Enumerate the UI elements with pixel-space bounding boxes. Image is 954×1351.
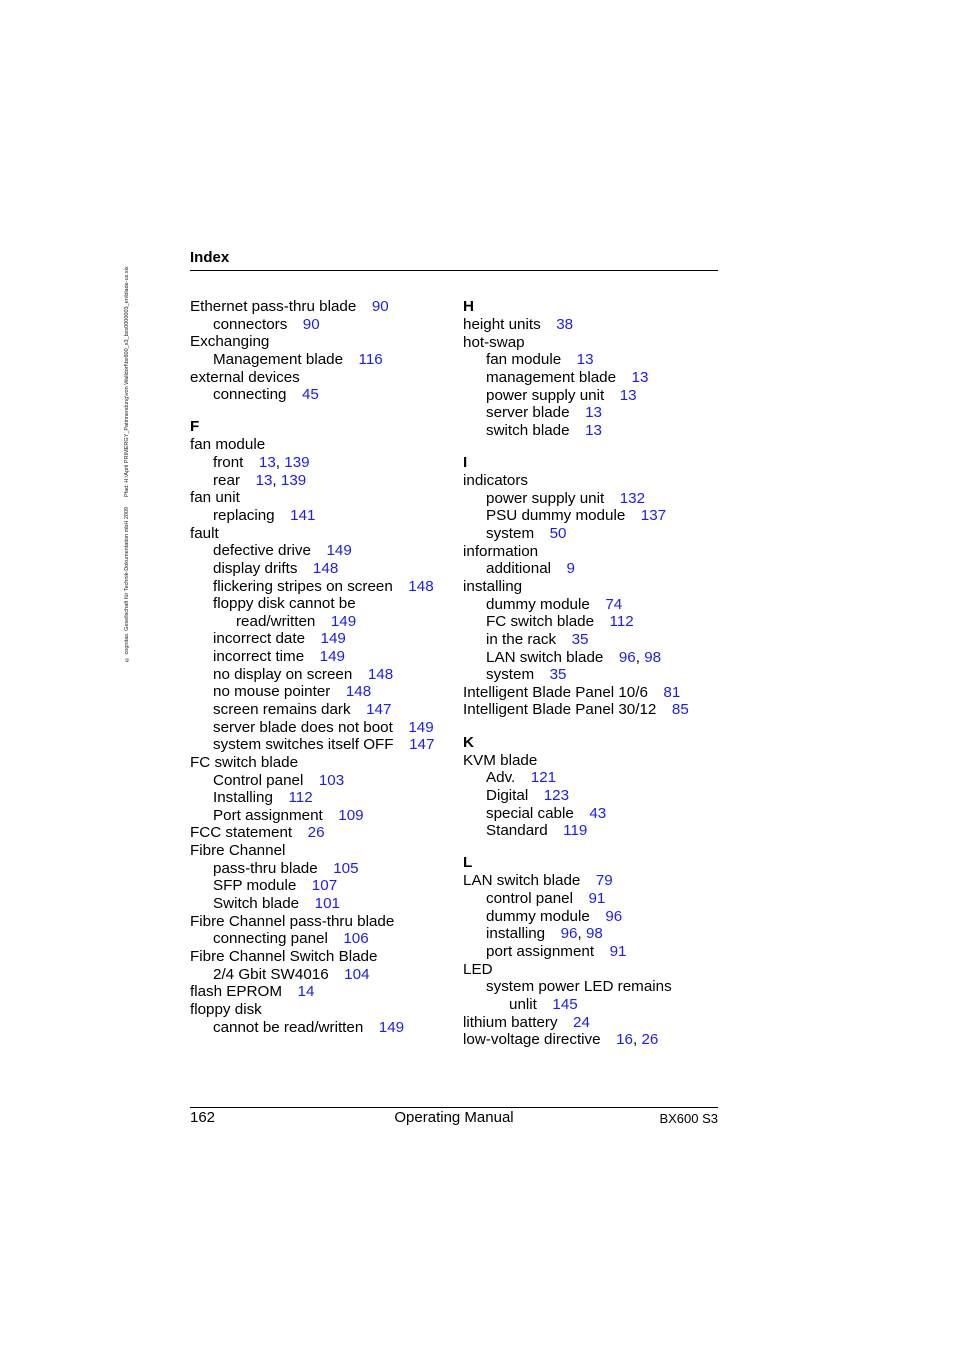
index-entry-text: Fibre Channel Switch Blade xyxy=(190,947,378,965)
letter-heading: H xyxy=(463,298,474,315)
page-references xyxy=(315,895,340,912)
page-references xyxy=(605,908,622,925)
page-references xyxy=(379,1019,404,1036)
index-entry xyxy=(463,996,718,1014)
page-references xyxy=(409,736,434,753)
index-entry-text: LAN switch blade xyxy=(463,872,581,890)
index-entry xyxy=(463,890,718,908)
page-link[interactable]: 43 xyxy=(589,804,607,822)
index-entry-text: fan unit xyxy=(190,489,240,507)
index-entry xyxy=(190,472,440,490)
page-link[interactable]: 145 xyxy=(552,995,578,1013)
index-entry xyxy=(463,805,718,823)
index-entry-text: Ethernet pass-thru blade xyxy=(190,298,357,315)
side-note-path: Pfad: H:\April PRIMERGY_Patinnendung\von Walldorf\bx600_s3_bxs0000003_en\blade-us.six xyxy=(124,266,130,497)
page-link[interactable]: 13 xyxy=(258,454,276,472)
index-entry xyxy=(190,754,440,772)
page-link[interactable]: 148 xyxy=(345,683,372,701)
index-entry xyxy=(463,1014,718,1032)
page-references xyxy=(313,560,338,577)
page-link[interactable]: 90 xyxy=(302,315,320,333)
index-entry xyxy=(190,542,440,560)
index-entry xyxy=(190,1019,440,1037)
page-link[interactable]: 16 xyxy=(616,1031,633,1049)
index-entry xyxy=(190,613,440,631)
index-entry-text: Fibre Channel xyxy=(190,842,286,860)
index-entry xyxy=(190,489,440,507)
index-entry xyxy=(190,930,440,948)
index-entry xyxy=(463,666,718,684)
page-link[interactable]: 96 xyxy=(605,907,623,925)
page-link[interactable]: 107 xyxy=(311,877,338,895)
index-entry-text: unlit xyxy=(509,995,537,1013)
index-entry-text: system xyxy=(486,666,535,684)
index-entry-text: no display on screen xyxy=(213,665,353,683)
page-references xyxy=(308,824,325,841)
footer-rule xyxy=(190,1107,718,1108)
index-entry-text: hot-swap xyxy=(463,333,525,351)
page-link[interactable]: 116 xyxy=(358,350,383,368)
page-references xyxy=(259,454,310,471)
index-entry xyxy=(463,961,718,979)
page-link[interactable]: 14 xyxy=(297,983,315,1001)
page-references xyxy=(552,996,577,1013)
page-link[interactable]: 132 xyxy=(619,489,646,507)
page-references xyxy=(672,701,689,718)
index-entry-text: display drifts xyxy=(213,559,298,577)
page-link[interactable]: 38 xyxy=(556,316,574,334)
index-entry-text: replacing xyxy=(213,506,275,524)
page-references xyxy=(288,789,312,806)
index-entry-text: information xyxy=(463,542,539,560)
page-references xyxy=(346,683,371,700)
index-entry xyxy=(463,631,718,649)
index-entry-text: Fibre Channel pass-thru blade xyxy=(190,912,395,930)
page-link[interactable]: 13 xyxy=(585,421,602,439)
page-references xyxy=(408,578,433,595)
index-entry-text: Installing xyxy=(213,789,273,807)
index-entry-text: switch blade xyxy=(486,421,570,439)
index-entry-text: pass-thru blade xyxy=(213,859,318,877)
page-references xyxy=(561,925,603,942)
index-entry-text: FC switch blade xyxy=(190,753,299,771)
page-link[interactable]: 149 xyxy=(319,648,345,666)
index-entry-text: control panel xyxy=(486,890,573,908)
letter-heading: F xyxy=(190,418,200,436)
index-entry-text: system xyxy=(486,525,535,543)
index-entry-text: height units xyxy=(463,316,541,334)
index-entry xyxy=(190,983,440,1001)
page-link[interactable]: 13 xyxy=(631,369,649,387)
index-entry xyxy=(190,333,440,351)
index-entry xyxy=(190,525,440,543)
letter-heading: L xyxy=(463,854,473,872)
page-link[interactable]: 26 xyxy=(307,824,325,842)
header-rule xyxy=(190,270,718,271)
page-link[interactable]: 148 xyxy=(312,559,339,577)
page-references xyxy=(338,807,363,824)
page-separator: , xyxy=(275,454,285,472)
index-entry-text: Control panel xyxy=(213,771,304,789)
index-entry-text: LAN switch blade xyxy=(486,648,604,666)
index-entry xyxy=(190,719,440,737)
index-entry xyxy=(463,701,718,719)
index-entry xyxy=(190,298,440,316)
page-link[interactable]: 74 xyxy=(605,595,623,613)
page-link[interactable]: 112 xyxy=(609,613,634,631)
index-entry xyxy=(463,543,718,561)
index-entry xyxy=(190,966,440,984)
index-entry xyxy=(190,666,440,684)
letter-heading: K xyxy=(463,733,474,751)
index-entry xyxy=(190,948,440,966)
page-link[interactable]: 79 xyxy=(595,872,613,890)
index-entry-text: screen remains dark xyxy=(213,700,351,718)
index-entry-text: additional xyxy=(486,560,552,578)
index-entry xyxy=(190,507,440,525)
index-entry-text: fan module xyxy=(190,436,266,454)
index-entry-text: installing xyxy=(486,925,546,943)
page-references xyxy=(312,877,337,894)
page-link[interactable]: 13 xyxy=(255,471,273,489)
index-entry-text: incorrect time xyxy=(213,648,305,666)
page-link[interactable]: 106 xyxy=(343,930,369,948)
page-link[interactable]: 85 xyxy=(671,701,689,719)
page-separator: , xyxy=(272,471,281,489)
index-entry xyxy=(463,560,718,578)
page-link[interactable]: 45 xyxy=(301,386,319,404)
index-entry-text: Standard xyxy=(486,822,548,840)
page-link[interactable]: 137 xyxy=(640,507,667,525)
page-title: Index xyxy=(190,249,230,266)
page-references xyxy=(331,613,356,630)
page-link[interactable]: 91 xyxy=(588,890,606,908)
page-references xyxy=(544,787,569,804)
page-link[interactable]: 149 xyxy=(378,1018,405,1036)
index-entry xyxy=(190,630,440,648)
index-entry xyxy=(463,472,718,490)
page-references xyxy=(641,507,666,524)
index-entry xyxy=(190,877,440,895)
index-entry xyxy=(463,404,718,422)
index-entry xyxy=(190,701,440,719)
index-entry-text: fault xyxy=(190,524,219,542)
page-references xyxy=(321,630,346,647)
page-references xyxy=(616,1031,658,1048)
page-references xyxy=(326,542,351,559)
index-entry-text: external devices xyxy=(190,368,300,386)
page-link[interactable]: 98 xyxy=(585,925,603,943)
page-link[interactable]: 105 xyxy=(333,859,359,877)
page-separator: , xyxy=(577,925,586,943)
index-entry-text: PSU dummy module xyxy=(486,507,626,525)
index-entry-text: floppy disk xyxy=(190,1000,262,1018)
page-references xyxy=(550,666,567,683)
page-link[interactable]: 149 xyxy=(320,630,346,648)
index-entry xyxy=(463,1031,718,1049)
page-link[interactable]: 119 xyxy=(563,822,588,840)
side-note-copyright: © cognitas. Gesellschaft für Technik-Dokumentation mbH 2009 xyxy=(124,506,130,662)
index-entry-text: incorrect date xyxy=(213,630,306,648)
page-link[interactable]: 26 xyxy=(641,1031,659,1049)
index-entry-text: rear xyxy=(213,471,241,489)
index-entry-text: port assignment xyxy=(486,942,595,960)
page-references xyxy=(620,387,637,404)
index-entry-text: management blade xyxy=(486,369,617,387)
page-references xyxy=(585,404,602,421)
page-link[interactable]: 101 xyxy=(314,895,340,913)
page-link[interactable]: 91 xyxy=(609,942,627,960)
page-references xyxy=(632,369,649,386)
index-entry xyxy=(190,648,440,666)
page-link[interactable]: 13 xyxy=(619,386,637,404)
index-entry-text: Adv. xyxy=(486,769,516,787)
page-link[interactable]: 35 xyxy=(549,666,567,684)
page-references xyxy=(563,822,587,839)
index-entry xyxy=(463,369,718,387)
page-references xyxy=(256,472,307,489)
index-entry xyxy=(190,595,440,613)
page-references xyxy=(298,983,315,1000)
index-entry xyxy=(190,913,440,931)
index-entry xyxy=(190,369,440,387)
page-link[interactable]: 148 xyxy=(408,577,434,595)
index-entry xyxy=(463,507,718,525)
index-entry-text: LED xyxy=(463,960,493,978)
index-entry xyxy=(463,943,718,961)
page-references xyxy=(610,943,627,960)
page-link[interactable]: 35 xyxy=(571,630,589,648)
page-link[interactable]: 24 xyxy=(573,1013,590,1031)
index-entry-text: Intelligent Blade Panel 30/12 xyxy=(463,701,657,719)
index-entry xyxy=(190,386,440,404)
index-entry-text: 2/4 Gbit SW4016 xyxy=(213,965,329,983)
index-entry-text: Intelligent Blade Panel 10/6 xyxy=(463,683,648,701)
page-link[interactable]: 139 xyxy=(280,471,307,489)
index-entry xyxy=(190,560,440,578)
page-references xyxy=(408,719,433,736)
index-entry xyxy=(190,824,440,842)
page-references xyxy=(567,560,575,577)
page-references xyxy=(372,298,389,315)
index-entry-text: defective drive xyxy=(213,542,311,560)
page-references xyxy=(589,805,606,822)
index-entry-text: installing xyxy=(463,578,523,595)
index-column-right xyxy=(463,298,718,1049)
index-entry xyxy=(463,334,718,352)
index-entry-text: read/written xyxy=(236,612,316,630)
index-entry-text: special cable xyxy=(486,804,574,822)
page-link[interactable]: 141 xyxy=(290,506,316,524)
index-entry-text: connecting panel xyxy=(213,930,328,948)
index-entry xyxy=(190,807,440,825)
page-references xyxy=(333,860,358,877)
page-link[interactable]: 123 xyxy=(543,786,570,804)
page-references xyxy=(605,596,622,613)
index-entry-text: dummy module xyxy=(486,595,590,613)
index-entry-text: dummy module xyxy=(486,907,590,925)
index-entry xyxy=(463,787,718,805)
page-link[interactable]: 90 xyxy=(371,298,389,315)
page-references xyxy=(290,507,315,524)
index-entry xyxy=(190,351,440,369)
page-references xyxy=(585,422,602,439)
page-references xyxy=(588,890,605,907)
index-entry-text: flickering stripes on screen xyxy=(213,577,393,595)
index-entry xyxy=(190,860,440,878)
index-entry xyxy=(190,895,440,913)
index-entry xyxy=(463,613,718,631)
page-link[interactable]: 121 xyxy=(530,769,557,787)
page-references xyxy=(319,772,344,789)
index-entry-text: server blade xyxy=(486,404,570,422)
index-entry xyxy=(463,649,718,667)
page-link[interactable]: 147 xyxy=(366,700,392,718)
index-entry xyxy=(463,822,718,840)
index-entry xyxy=(190,772,440,790)
index-entry xyxy=(463,387,718,405)
index-entry-text: floppy disk cannot be xyxy=(213,595,356,613)
footer-product: BX600 S3 xyxy=(659,1111,718,1126)
page-link[interactable]: 149 xyxy=(408,718,434,736)
index-entry xyxy=(190,736,440,754)
page-references xyxy=(596,872,613,889)
page-references xyxy=(359,351,383,368)
index-entry-text: Port assignment xyxy=(213,806,323,824)
page-link[interactable]: 104 xyxy=(344,965,370,983)
index-entry-text: lithium battery xyxy=(463,1013,558,1031)
index-entry-text: FCC statement xyxy=(190,824,293,842)
page-link[interactable]: 96 xyxy=(560,925,578,943)
index-entry-text: FC switch blade xyxy=(486,613,595,631)
page-link[interactable]: 96 xyxy=(618,648,636,666)
index-entry-text: Switch blade xyxy=(213,895,300,913)
index-entry-text: front xyxy=(213,454,244,472)
page-references xyxy=(573,1014,590,1031)
page-link[interactable]: 112 xyxy=(288,789,313,807)
page-references xyxy=(610,613,634,630)
index-entry xyxy=(190,683,440,701)
footer-page-number: 162 xyxy=(190,1109,216,1126)
page-references xyxy=(619,649,661,666)
page-link[interactable]: 81 xyxy=(663,683,681,701)
index-column-left xyxy=(190,298,440,1036)
index-entry xyxy=(463,769,718,787)
page-references xyxy=(343,930,368,947)
page-references xyxy=(366,701,391,718)
page-references xyxy=(663,684,680,701)
page-references xyxy=(303,316,320,333)
index-entry xyxy=(190,789,440,807)
page-references xyxy=(577,351,594,368)
index-entry xyxy=(190,454,440,472)
index-entry-text: server blade does not boot xyxy=(213,718,393,736)
index-entry xyxy=(190,1001,440,1019)
page-references xyxy=(550,525,567,542)
page-link[interactable]: 139 xyxy=(284,454,310,472)
index-entry-text: in the rack xyxy=(486,630,557,648)
index-entry xyxy=(463,978,718,996)
index-entry-text: indicators xyxy=(463,472,528,490)
page-link[interactable]: 149 xyxy=(326,542,352,560)
letter-heading: I xyxy=(463,454,468,472)
footer-title: Operating Manual xyxy=(394,1109,514,1126)
page-link[interactable]: 50 xyxy=(549,525,567,543)
index-entry xyxy=(190,578,440,596)
index-entry xyxy=(190,842,440,860)
index-entry xyxy=(463,490,718,508)
index-entry xyxy=(463,578,718,596)
index-entry-text: connectors xyxy=(213,315,288,333)
index-entry-text: Digital xyxy=(486,786,529,804)
side-note xyxy=(124,238,131,662)
page-references xyxy=(368,666,393,683)
page-references xyxy=(302,386,319,403)
page-link[interactable]: 147 xyxy=(409,736,435,754)
index-entry xyxy=(463,925,718,943)
index-entry-text: connecting xyxy=(213,386,287,404)
page-references xyxy=(344,966,369,983)
index-entry-text: low-voltage directive xyxy=(463,1031,601,1049)
page-link[interactable]: 13 xyxy=(585,404,602,422)
index-entry xyxy=(190,436,440,454)
page-references xyxy=(320,648,345,665)
page-link[interactable]: 109 xyxy=(338,806,364,824)
page-separator: , xyxy=(633,1031,642,1049)
index-entry xyxy=(463,752,718,770)
page-references xyxy=(531,769,556,786)
page-link[interactable]: 98 xyxy=(644,648,662,666)
index-entry xyxy=(463,872,718,890)
index-entry-text: system switches itself OFF xyxy=(213,736,394,754)
index-entry-text: flash EPROM xyxy=(190,983,282,1001)
page-references xyxy=(572,631,589,648)
index-entry-text: KVM blade xyxy=(463,751,538,769)
index-entry-text: fan module xyxy=(486,351,562,369)
index-entry-text: power supply unit xyxy=(486,489,605,507)
index-entry-text: power supply unit xyxy=(486,386,605,404)
index-entry xyxy=(463,908,718,926)
page-separator: , xyxy=(635,648,645,666)
page-references xyxy=(620,490,645,507)
index-entry xyxy=(463,422,718,440)
page-link[interactable]: 9 xyxy=(566,560,575,578)
index-entry xyxy=(463,525,718,543)
index-entry xyxy=(190,316,440,334)
index-entry xyxy=(463,316,718,334)
page-link[interactable]: 103 xyxy=(318,771,345,789)
index-entry-text: SFP module xyxy=(213,877,297,895)
page-references xyxy=(556,316,573,333)
index-entry xyxy=(463,596,718,614)
index-entry xyxy=(463,351,718,369)
page-link[interactable]: 149 xyxy=(330,612,357,630)
page-link[interactable]: 13 xyxy=(576,351,594,369)
index-entry-text: system power LED remains xyxy=(486,978,672,996)
index-entry-text: Exchanging xyxy=(190,333,270,351)
index-entry-text: Management blade xyxy=(213,350,344,368)
index-entry-text: cannot be read/written xyxy=(213,1018,364,1036)
index-entry xyxy=(463,684,718,702)
index-entry-text: no mouse pointer xyxy=(213,683,331,701)
page-link[interactable]: 148 xyxy=(367,665,394,683)
